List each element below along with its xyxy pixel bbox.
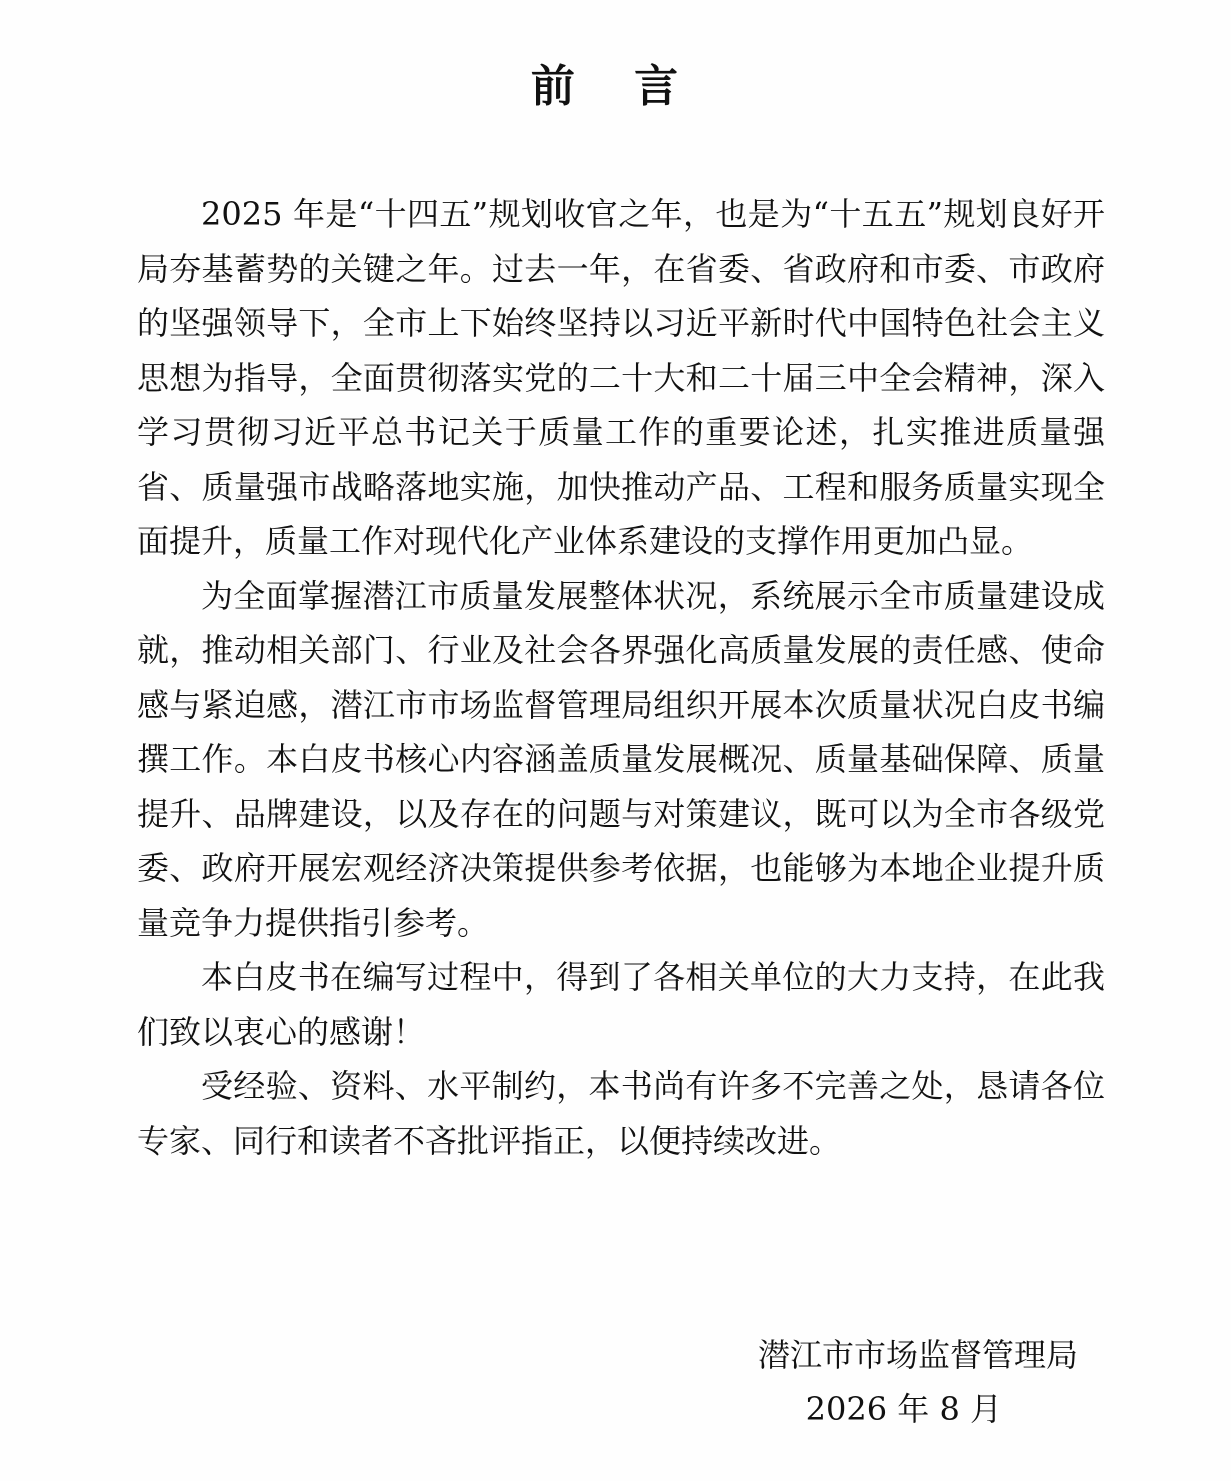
signature-date: 2026 年 8 月: [805, 1390, 1002, 1428]
paragraph-3: 本白皮书在编写过程中，得到了各相关单位的大力支持，在此我们致以衷心的感谢！: [137, 958, 1105, 1051]
paragraph-1: 2025 年是“十四五”规划收官之年，也是为“十五五”规划良好开局夯基蓄势的关键之年。过去一年，在省委、省政府和市委、市政府的坚强领导下，全市上下始终坚持以习近平新时代中国特色社会主义思想为指导，全面贯彻落实党的二十大和二十届三中全会精神，深入学习贯彻习近平总书记关于质量工作的重要论述，扎实推进质量强省、质量强市战略落地实施，加快推动产品、工程和服务质量实现全面提升，质量工作对现代化产业体系建设的支撑作用更加凸显。: [137, 195, 1105, 560]
page-title: 前 言: [530, 61, 701, 112]
signature-organization: 潜江市市场监督管理局: [757, 1336, 1078, 1374]
paragraph-4: 受经验、资料、水平制约，本书尚有许多不完善之处，恳请各位专家、同行和读者不吝批评指正，以便持续改进。: [137, 1067, 1105, 1160]
paragraph-2: 为全面掌握潜江市质量发展整体状况，系统展示全市质量建设成就，推动相关部门、行业及社会各界强化高质量发展的责任感、使命感与紧迫感，潜江市市场监督管理局组织开展本次质量状况白皮书编撰工作。本白皮书核心内容涵盖质量发展概况、质量基础保障、质量提升、品牌建设，以及存在的问题与对策建议，既可以为全市各级党委、政府开展宏观经济决策提供参考依据，也能够为本地企业提升质量竞争力提供指引参考。: [137, 576, 1105, 942]
signature-block: [600, 1328, 1078, 1436]
document-body: [137, 187, 1105, 1168]
